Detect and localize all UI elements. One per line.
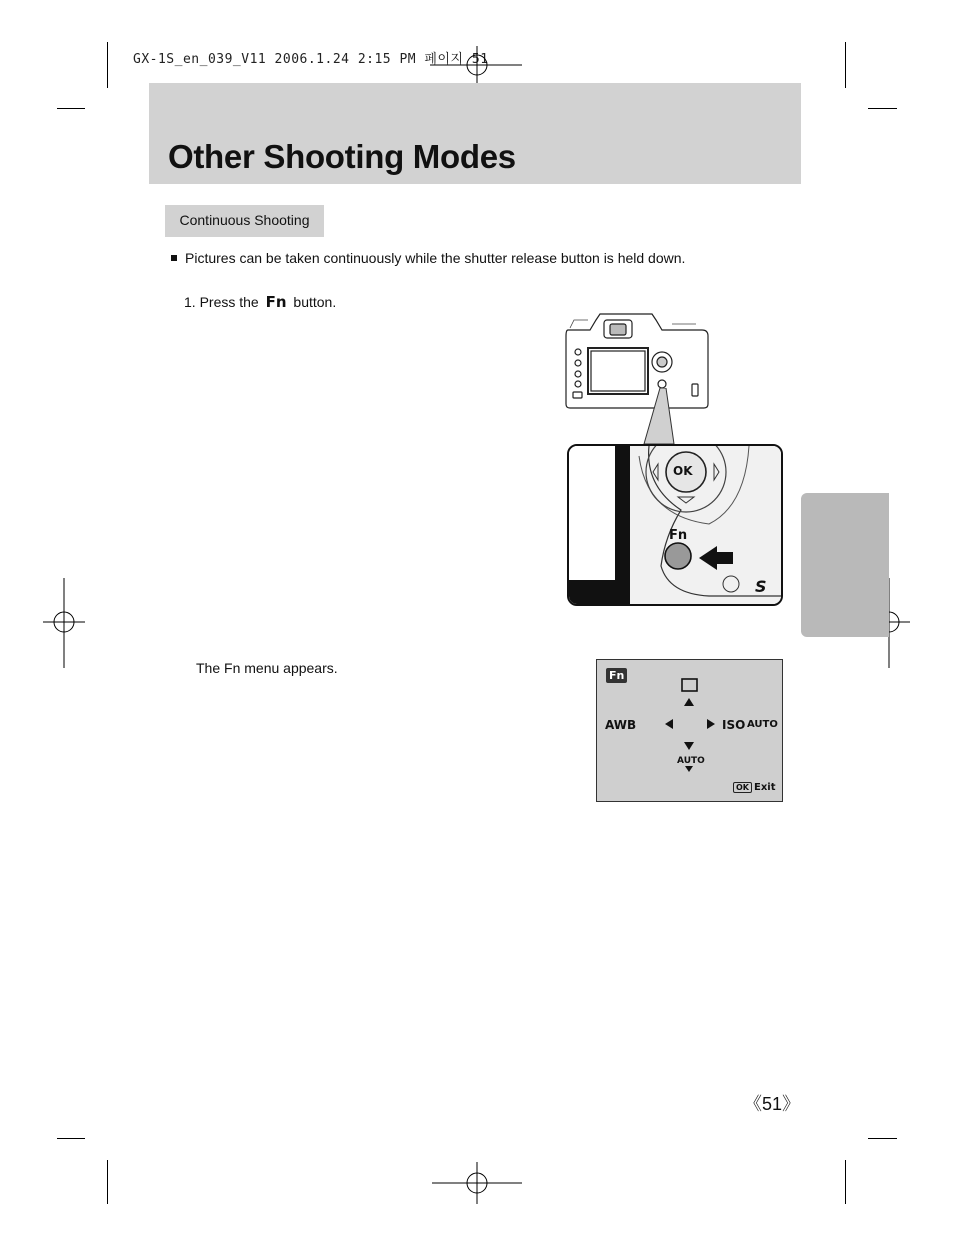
fn-menu-badge: Fn bbox=[606, 668, 627, 683]
fn-button-label: Fn bbox=[669, 528, 688, 543]
bullet-square-icon bbox=[171, 255, 177, 261]
iso-auto-label: AUTO bbox=[747, 719, 778, 730]
ok-badge-icon: OK bbox=[733, 782, 752, 793]
fn-menu-screen bbox=[596, 659, 783, 802]
callout-connector bbox=[636, 388, 676, 446]
auto-label: AUTO bbox=[677, 756, 705, 766]
bullet-text: Pictures can be taken continuously while the shutter release button is held down. bbox=[185, 250, 686, 266]
step-1-prefix: 1. Press the bbox=[184, 294, 259, 310]
section-tab: Continuous Shooting bbox=[165, 205, 324, 237]
page-number: 《51》 bbox=[744, 1094, 801, 1114]
fn-menu-note: The Fn menu appears. bbox=[196, 660, 338, 676]
bullet-paragraph bbox=[171, 250, 685, 266]
camera-back-illustration bbox=[560, 300, 710, 412]
print-header: GX-1S_en_039_V11 2006.1.24 2:15 PM 페이지 51 bbox=[133, 52, 489, 67]
page-title: Other Shooting Modes bbox=[168, 138, 516, 175]
fn-key-icon: Fn bbox=[265, 293, 287, 311]
awb-label: AWB bbox=[605, 718, 637, 732]
svg-text:S: S bbox=[755, 577, 767, 596]
exit-label: Exit bbox=[754, 782, 776, 793]
step-1 bbox=[184, 293, 336, 311]
iso-label: ISO bbox=[722, 718, 746, 732]
ok-button-label: OK bbox=[673, 464, 693, 478]
ok-exit-hint bbox=[733, 782, 776, 793]
side-tab bbox=[801, 493, 889, 637]
step-1-suffix: button. bbox=[293, 294, 337, 310]
fn-button-zoom bbox=[567, 444, 783, 606]
